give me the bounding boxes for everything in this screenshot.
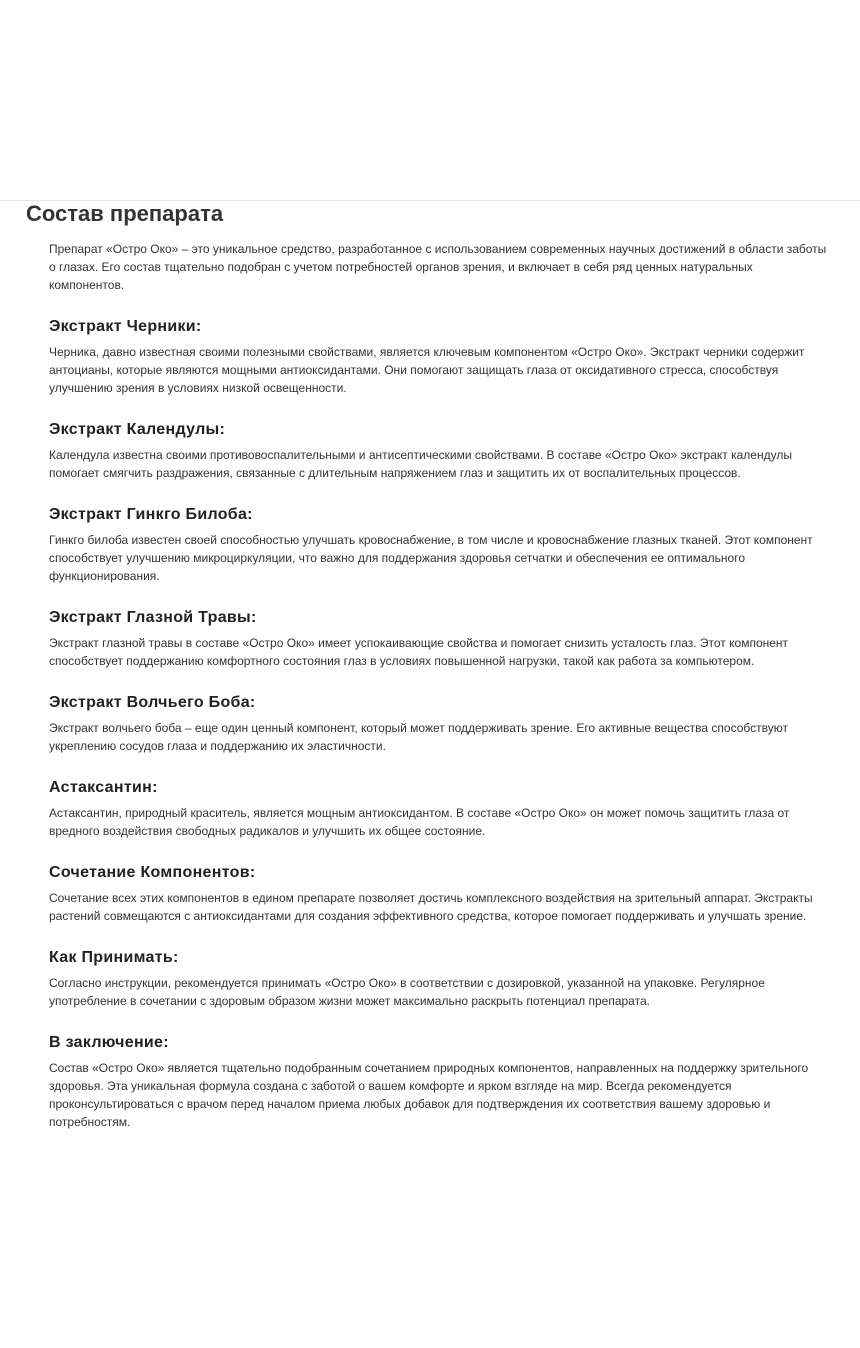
intro-paragraph: Препарат «Остро Око» – это уникальное средство, разработанное с использованием современных научных достижений в области заботы о глазах. Его состав тщательно подобран с учетом потребностей органов зрения, и включает в себя ряд ценных натуральных компонентов. [49,242,827,292]
section-lupine [49,691,829,755]
section-heading: Экстракт Черники: [49,318,202,335]
section-text: Гинкго билоба известен своей способностью улучшать кровоснабжение, в том числе и кровоснабжение глазных тканей. Этот компонент способствует улучшению микроциркуляции, что важно для поддержания здоровья сетчатки и обеспечения ее оптимального функционирования. [49,533,813,583]
section-text: Согласно инструкции, рекомендуется принимать «Остро Око» в соответствии с дозировкой, указанной на упаковке. Регулярное употребление в сочетании с здоровым образом жизни может максимально раскрыть потенциал препарата. [49,976,765,1008]
section-heading: Экстракт Гинкго Билоба: [49,506,253,523]
section-heading: Экстракт Волчьего Боба: [49,694,256,711]
section-heading: Экстракт Календулы: [49,421,226,438]
section-heading: Как Принимать: [49,949,179,966]
section-heading: В заключение: [49,1034,169,1051]
section-bilberry [49,315,829,397]
section-how-to-take [49,946,829,1010]
section-text: Астаксантин, природный краситель, является мощным антиоксидантом. В составе «Остро Око» он может помочь защитить глаза от вредного воздействия свободных радикалов и улучшить их общее состояние. [49,806,790,838]
section-heading: Астаксантин: [49,779,158,796]
section-text: Экстракт волчьего боба – еще один ценный компонент, который может поддерживать зрение. Его активные вещества способствуют укреплению сосудов глаза и поддержанию их эластичности. [49,721,788,753]
section-ginkgo [49,503,829,585]
section-eyebright [49,606,829,670]
section-text: Сочетание всех этих компонентов в едином препарате позволяет достичь комплексного воздействия на зрительный аппарат. Экстракты растений совмещаются с антиоксидантами для создания эффективного средства, которое помогает поддерживать и улучшать зрение. [49,891,813,923]
article-content [49,240,829,1131]
section-calendula [49,418,829,482]
section-text: Экстракт глазной травы в составе «Остро Око» имеет успокаивающие свойства и помогает снизить усталость глаз. Этот компонент способствует поддержанию комфортного состояния глаз в условиях повышенной нагрузки, такой как работа за компьютером. [49,636,789,668]
page-title: Состав препарата [26,201,224,226]
section-conclusion [49,1031,829,1131]
top-blank-area [0,0,860,201]
section-heading: Экстракт Глазной Травы: [49,609,257,626]
section-text: Календула известна своими противовоспалительными и антисептическими свойствами. В составе «Остро Око» экстракт календулы помогает смягчить раздражения, связанные с длительным напряжением глаз и защитить их от воспалительных процессов. [49,448,792,480]
section-astaxanthin [49,776,829,840]
section-text: Состав «Остро Око» является тщательно подобранным сочетанием природных компонентов, направленных на поддержку зрительного здоровья. Эта уникальная формула создана с заботой о вашем комфорте и ярком взгляде на мир. Всегда рекомендуется проконсультироваться с врачом перед началом приема любых добавок для подтверждения их соответствия вашему здоровью и потребностям. [49,1061,809,1129]
section-combination [49,861,829,925]
section-heading: Сочетание Компонентов: [49,864,256,881]
section-text: Черника, давно известная своими полезными свойствами, является ключевым компонентом «Остро Око». Экстракт черники содержит антоцианы, которые являются мощными антиоксидантами. Они помогают защищать глаза от оксидативного стресса, способствуя улучшению зрения в условиях низкой освещенности. [49,345,805,395]
